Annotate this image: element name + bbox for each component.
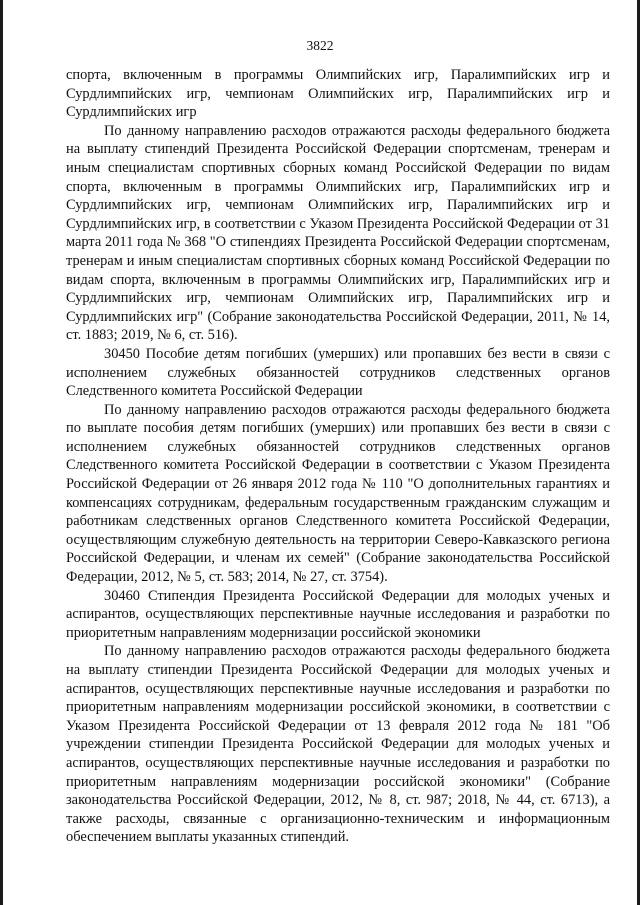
paragraph-expense-description-30450: По данному направлению расходов отражаются расходы федерального бюджета по выплате пособия детям погибших (умерших) или пропавших без вести в связи с исполнением служебных обязанностей сотрудников следственных органов Следственного комитета Российской Федерации в соответствии с Указом Президента Российской Федерации от 26 января 2012 года № 110 "О дополнительных гарантиях и компенсациях сотрудникам, федеральным государственным гражданским служащим и работникам следственных органов Следственного комитета Российской Федерации, осуществляющим служебную деятельность на территории Северо-Кавказского региона Российской Федерации, и членам их семей" (Собрание законодательства Российской Федерации, 2012, № 5, ст. 583; 2014, № 27, ст. 3754). (66, 401, 610, 586)
page-number: 3822 (306, 38, 334, 53)
section-heading-30460: 30460 Стипендия Президента Российской Федерации для молодых ученых и аспирантов, осуществляющих перспективные научные исследования и разработки по приоритетным направлениям модернизации российской экономики (66, 587, 610, 641)
section-heading-30450: 30450 Пособие детям погибших (умерших) или пропавших без вести в связи с исполнением служебных обязанностей сотрудников следственных органов Следственного комитета Российской Федерации (66, 345, 610, 400)
document-body (66, 66, 610, 847)
paragraph-continuation: спорта, включенным в программы Олимпийских игр, Паралимпийских игр и Сурдлимпийских игр, чемпионам Олимпийских игр, Паралимпийских игр и Сурдлимпийских игр (66, 67, 610, 121)
paragraph-expense-description-sport-stipends: По данному направлению расходов отражаются расходы федерального бюджета на выплату стипендий Президента Российской Федерации спортсменам, тренерам и иным специалистам спортивных сборных команд Российской Федерации по видам спорта, включенным в программы Олимпийских игр, Паралимпийских игр и Сурдлимпийских игр, чемпионам Олимпийских игр, Паралимпийских игр и Сурдлимпийских игр, в соответствии с Указом Президента Российской Федерации от 31 марта 2011 года № 368 "О стипендиях Президента Российской Федерации спортсменам, тренерам и иным специалистам спортивных сборных команд Российской Федерации по видам спорта, включенным в программы Олимпийских игр, Паралимпийских игр и Сурдлимпийских игр, чемпионам Олимпийских игр, Паралимпийских игр и Сурдлимпийских игр" (Собрание законодательства Российской Федерации, 2011, № 14, ст. 1883; 2019, № 6, ст. 516). (66, 122, 610, 344)
paragraph-expense-description-30460: По данному направлению расходов отражаются расходы федерального бюджета на выплату стипендии Президента Российской Федерации для молодых ученых и аспирантов, осуществляющих перспективные научные исследования и разработки по приоритетным направлениям модернизации российской экономики, в соответствии с Указом Президента Российской Федерации от 13 февраля 2012 года № 181 "Об учреждении стипендии Президента Российской Федерации для молодых ученых и аспирантов, осуществляющих перспективные научные исследования и разработки по приоритетным направлениям модернизации российской экономики" (Собрание законодательства Российской Федерации, 2012, № 8, ст. 987; 2018, № 44, ст. 6713), а также расходы, связанные с организационно-техническим и информационным обеспечением выплаты указанных стипендий. (66, 643, 610, 846)
